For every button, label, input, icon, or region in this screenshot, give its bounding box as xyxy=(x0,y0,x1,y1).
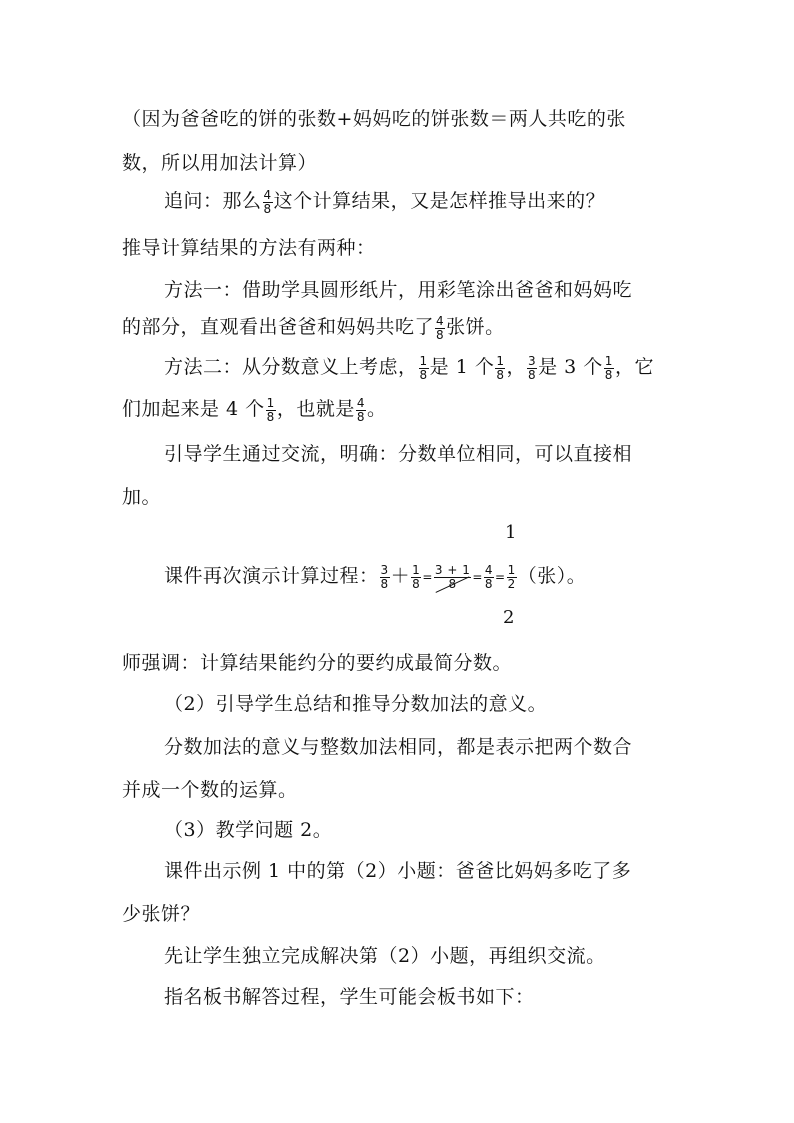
numerator: 3 + 1 xyxy=(434,562,471,577)
text-line: 引导学生通过交流，明确：分数单位相同，可以直接相 xyxy=(164,443,633,465)
text-span: 追问：那么 xyxy=(164,190,262,212)
text-line: 数，所以用加法计算） xyxy=(122,152,318,174)
denominator: 8 xyxy=(356,409,365,424)
text-line xyxy=(164,352,654,382)
text-line xyxy=(164,186,605,216)
numerator: 1 xyxy=(419,353,428,368)
text-line: 指名板书解答过程，学生可能会板书如下： xyxy=(164,986,535,1008)
numerator: 1 xyxy=(496,353,505,368)
reduction-denominator: 2 xyxy=(503,607,515,628)
text-line: 加。 xyxy=(122,486,162,508)
denominator: 8 xyxy=(484,576,494,591)
text-span: 是 1 个 xyxy=(429,356,495,378)
text-line: （因为爸爸吃的饼的张数+妈妈吃的饼张数＝两人共吃的张 xyxy=(122,108,626,130)
text-line: 并成一个数的运算。 xyxy=(122,779,298,801)
reduction-numerator: 1 xyxy=(505,522,517,543)
text-span: 课件再次演示计算过程： xyxy=(164,565,379,587)
text-line: （3）教学问题 2。 xyxy=(164,819,333,841)
text-span: 方法二：从分数意义上考虑， xyxy=(164,356,418,378)
fraction xyxy=(604,355,614,382)
text-line: 推导计算结果的方法有两种： xyxy=(122,237,376,259)
denominator: 8 xyxy=(380,576,389,591)
text-span: ， xyxy=(506,356,526,378)
text-span: 。 xyxy=(366,398,387,420)
fraction xyxy=(484,564,494,591)
denominator: 8 xyxy=(604,367,613,382)
text-span: 是 3 个 xyxy=(538,356,603,378)
numerator: 3 xyxy=(527,353,537,368)
numerator: 4 xyxy=(484,562,494,577)
text-span: 的部分，直观看出爸爸和妈妈共吃了 xyxy=(122,316,435,338)
denominator: 8 xyxy=(436,327,445,342)
numerator: 4 xyxy=(356,395,365,410)
text-line: 少张饼？ xyxy=(122,903,201,925)
denominator: 8 xyxy=(527,367,537,382)
fraction xyxy=(435,315,445,342)
numerator: 1 xyxy=(412,562,421,577)
equals-sign: = xyxy=(472,570,483,584)
numerator: 1 xyxy=(507,562,516,577)
fraction xyxy=(411,564,421,591)
text-line: （2）引导学生总结和推导分数加法的意义。 xyxy=(164,693,548,715)
fraction xyxy=(266,397,276,424)
denominator: 8 xyxy=(263,201,272,216)
equals-sign: = xyxy=(495,570,506,584)
numerator: 4 xyxy=(263,187,272,202)
numerator: 3 xyxy=(380,562,389,577)
text-span: ，它 xyxy=(614,356,654,378)
fraction xyxy=(434,564,471,591)
denominator: 8 xyxy=(496,367,505,382)
text-line: 分数加法的意义与整数加法相同，都是表示把两个数合 xyxy=(164,736,633,758)
text-line xyxy=(122,394,386,424)
plus-sign: ＋ xyxy=(390,565,411,587)
denominator: 8 xyxy=(412,576,421,591)
text-line: 方法一：借助学具圆形纸片，用彩笔涂出爸爸和妈妈吃 xyxy=(164,279,633,301)
text-line xyxy=(164,561,586,591)
text-span: 们加起来是 4 个 xyxy=(122,398,265,420)
text-span: （张）。 xyxy=(517,565,587,587)
denominator: 8 xyxy=(266,409,275,424)
denominator: 8 xyxy=(434,577,471,591)
fraction xyxy=(380,564,390,591)
numerator: 4 xyxy=(436,313,445,328)
denominator: 8 xyxy=(419,367,428,382)
fraction xyxy=(527,355,537,382)
text-line: 课件出示例 1 中的第（2）小题：爸爸比妈妈多吃了多 xyxy=(164,860,632,882)
fraction xyxy=(263,189,273,216)
fraction xyxy=(495,355,505,382)
text-line: 师强调：计算结果能约分的要约成最简分数。 xyxy=(122,652,513,674)
text-span: ，也就是 xyxy=(276,398,355,420)
fraction xyxy=(507,564,517,591)
text-line xyxy=(122,312,505,342)
numerator: 1 xyxy=(604,353,613,368)
denominator: 2 xyxy=(507,576,516,591)
text-span: 这个计算结果，又是怎样推导出来的？ xyxy=(273,190,606,212)
numerator: 1 xyxy=(266,395,275,410)
equals-sign: = xyxy=(422,570,433,584)
text-line: 先让学生独立完成解决第（2）小题，再组织交流。 xyxy=(164,945,606,967)
text-span: 张饼。 xyxy=(446,316,505,338)
fraction xyxy=(419,355,429,382)
fraction xyxy=(356,397,366,424)
